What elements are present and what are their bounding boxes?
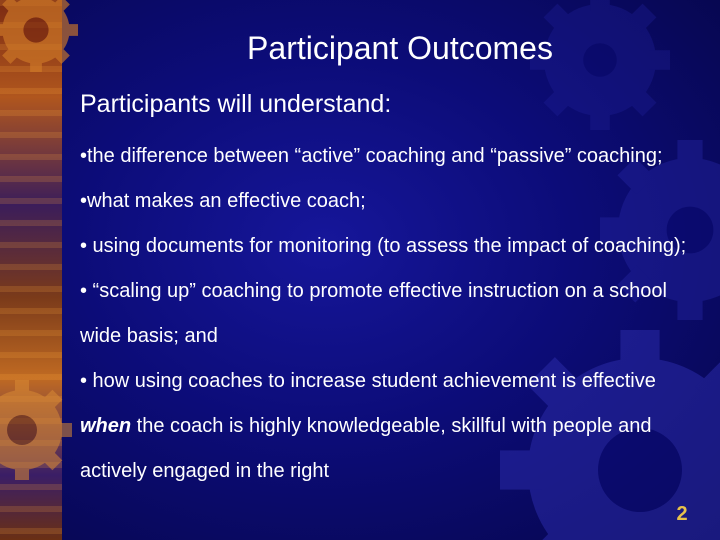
bullet-item: •what makes an effective coach; [80, 190, 366, 212]
gear-icon [0, 0, 78, 72]
bullet-item: • using documents for monitoring (to assess the impact of coaching); [80, 235, 687, 257]
bullet-text: • how using coaches to increase student achievement is effective [80, 370, 656, 392]
slide-title: Participant Outcomes [247, 30, 553, 66]
emphasis-word: when [80, 415, 132, 437]
intro-text: Participants will understand: [80, 90, 392, 118]
slide-body [80, 86, 700, 494]
gear-icon [0, 380, 72, 480]
bullet-item: •the difference between “active” coaching and “passive” coaching; [80, 145, 663, 167]
bullet-item-last [80, 359, 700, 494]
page-number: 2 [676, 503, 688, 525]
bullet-text: the coach is highly knowledgeable, skillful with people and actively engaged in the right [80, 415, 652, 482]
bullet-item: • “scaling up” coaching to promote effective instruction on a school wide basis; and [80, 280, 667, 347]
